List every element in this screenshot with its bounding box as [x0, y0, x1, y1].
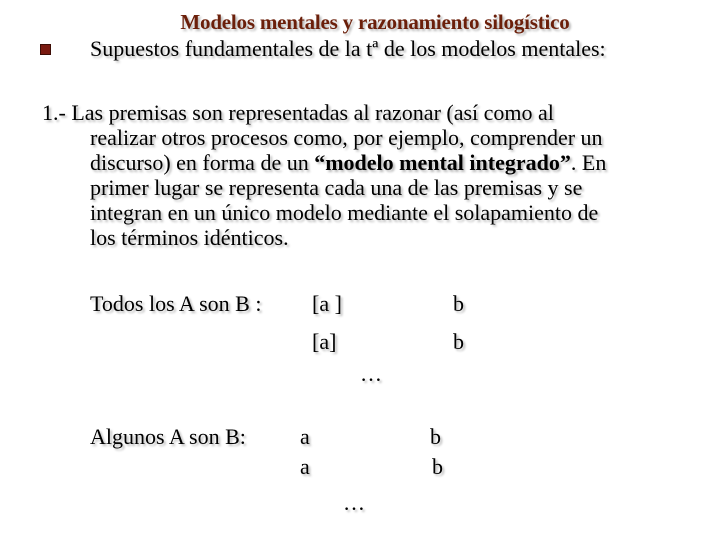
- paragraph-line: 1.- Las premisas son representadas al razonar (así como al: [42, 100, 554, 125]
- example1-ellipsis: …: [360, 361, 382, 386]
- slide-title: Modelos mentales y razonamiento silogístico: [180, 10, 570, 34]
- bullet-square-icon: [40, 44, 51, 55]
- paragraph-line: [42, 150, 682, 175]
- example2-label: Algunos A son B:: [90, 424, 246, 449]
- example1-label: Todos los A son B :: [90, 291, 262, 316]
- paragraph-line: realizar otros procesos como, por ejemplo, comprender un: [90, 125, 603, 150]
- highlighted-term: “modelo mental integrado”: [314, 150, 571, 175]
- slide-subtitle: Supuestos fundamentales de la tª de los modelos mentales:: [90, 36, 606, 61]
- example2-model-b: b: [432, 454, 443, 479]
- example1-model-b: b: [453, 329, 464, 354]
- paragraph-line: los términos idénticos.: [90, 225, 289, 250]
- example1-model-b: b: [453, 291, 464, 316]
- paragraph-text: discurso) en forma de un: [90, 150, 315, 175]
- example2-model-b: b: [430, 424, 441, 449]
- paragraph-line: integran en un único modelo mediante el solapamiento de: [90, 200, 599, 225]
- paragraph-text: . En: [570, 150, 607, 175]
- example2-ellipsis: …: [343, 490, 365, 515]
- example1-model-a: [a ]: [312, 291, 342, 316]
- example1-model-a: [a]: [312, 329, 337, 354]
- example2-model-a: a: [300, 454, 310, 479]
- main-paragraph: [42, 100, 682, 250]
- paragraph-line: primer lugar se representa cada una de las premisas y se: [90, 175, 583, 200]
- example2-model-a: a: [300, 424, 310, 449]
